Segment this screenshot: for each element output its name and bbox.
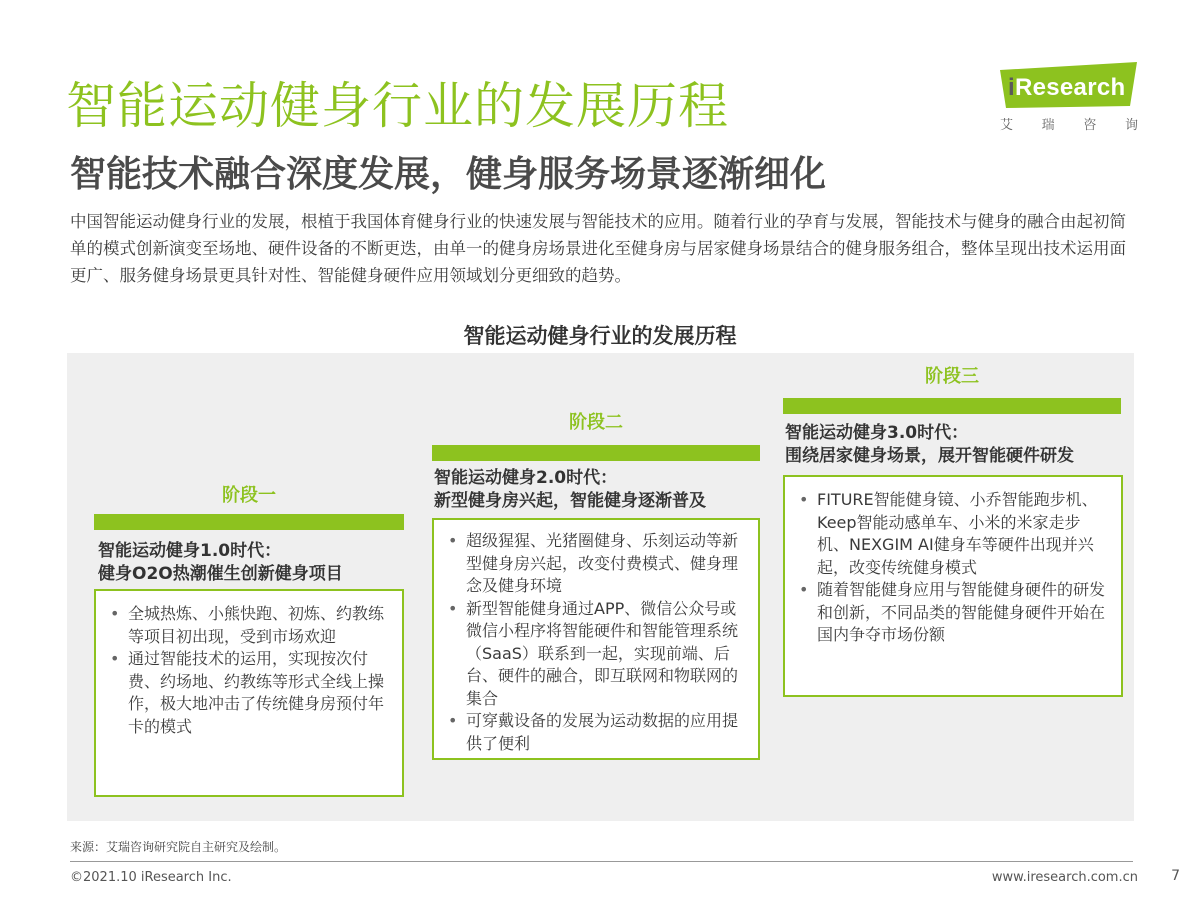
footer-divider [70,861,1133,862]
stage-two-heading-line1: 智能运动健身2.0时代： [434,468,618,488]
diagram-title: 智能运动健身行业的发展历程 [463,324,737,348]
list-item: • 通过智能技术的运用，实现按次付费、约场地、约教练等形式全线上操作，极大地冲击了传统健身房预付年卡的模式 [108,648,390,738]
stage-one-heading-line1: 智能运动健身1.0时代： [98,541,282,561]
list-item: • FITURE智能健身镜、小乔智能跑步机、Keep智能动感单车、小米的米家走步机、NEXGIM AI健身车等硬件出现并兴起，改变传统健身模式 [797,489,1109,579]
stage-three-label: 阶段三 [925,366,979,387]
stage-one-heading [98,540,343,586]
iresearch-logo [990,62,1140,134]
page-subtitle: 智能技术融合深度发展，健身服务场景逐渐细化 [70,154,827,195]
stage-three-heading [785,422,1074,468]
stage-one-label: 阶段一 [222,485,276,506]
stage-three-heading-line2: 围绕居家健身场景，展开智能硬件研发 [785,446,1074,466]
list-item: • 超级猩猩、光猪圈健身、乐刻运动等新型健身房兴起，改变付费模式、健身理念及健身环境 [446,530,746,598]
logo-char: 艾 [1000,118,1014,133]
timeline-panel [67,353,1134,821]
intro-paragraph: 中国智能运动健身行业的发展，根植于我国体育健身行业的快速发展与智能技术的应用。随着行业的孕育与发展，智能技术与健身的融合由起初简单的模式创新演变至场地、硬件设备的不断更迭，由单一的健身房场景进化至健身房与居家健身场景结合的健身服务组合，整体呈现出技术运用面更广、服务健身场景更具针对性、智能健身硬件应用领域划分更细致的趋势。 [70,212,1126,285]
stage-two-heading [434,467,706,513]
page-title: 智能运动健身行业的发展历程 [66,77,729,135]
stage-three-heading-line1: 智能运动健身3.0时代： [785,423,969,443]
stage-three-bar [783,398,1121,414]
stage-two-box [432,518,760,760]
stage-two-bar [432,445,760,461]
logo-char: 询 [1124,118,1138,133]
logo-chinese [1000,114,1138,133]
list-item: • 可穿戴设备的发展为运动数据的应用提供了便利 [446,710,746,755]
logo-text: iResearch [1008,74,1126,101]
list-item: • 新型智能健身通过APP、微信公众号或微信小程序将智能硬件和智能管理系统（SaaS）联系到一起，实现前端、后台、硬件的融合，即互联网和物联网的集合 [446,598,746,711]
website-link[interactable]: www.iresearch.com.cn [991,870,1138,885]
source-note: 来源：艾瑞咨询研究院自主研究及绘制。 [70,840,287,854]
list-item: • 全城热炼、小熊快跑、初炼、约教练等项目初出现，受到市场欢迎 [108,603,390,648]
stage-three-box [783,475,1123,697]
stage-three-list [797,489,1109,647]
logo-char: 瑞 [1041,118,1055,133]
page-number: 7 [1171,868,1180,884]
stage-two-list [446,530,746,755]
stage-one-heading-line2: 健身O2O热潮催生创新健身项目 [98,564,343,584]
logo-char: 咨 [1083,118,1097,133]
list-item: • 随着智能健身应用与智能健身硬件的研发和创新，不同品类的智能健身硬件开始在国内争夺市场份额 [797,579,1109,647]
stage-two-label: 阶段二 [569,412,623,433]
stage-one-list [108,603,390,738]
stage-one-box [94,589,404,797]
copyright: ©2021.10 iResearch Inc. [70,870,232,885]
stage-one-bar [94,514,404,530]
stage-two-heading-line2: 新型健身房兴起，智能健身逐渐普及 [434,491,706,511]
